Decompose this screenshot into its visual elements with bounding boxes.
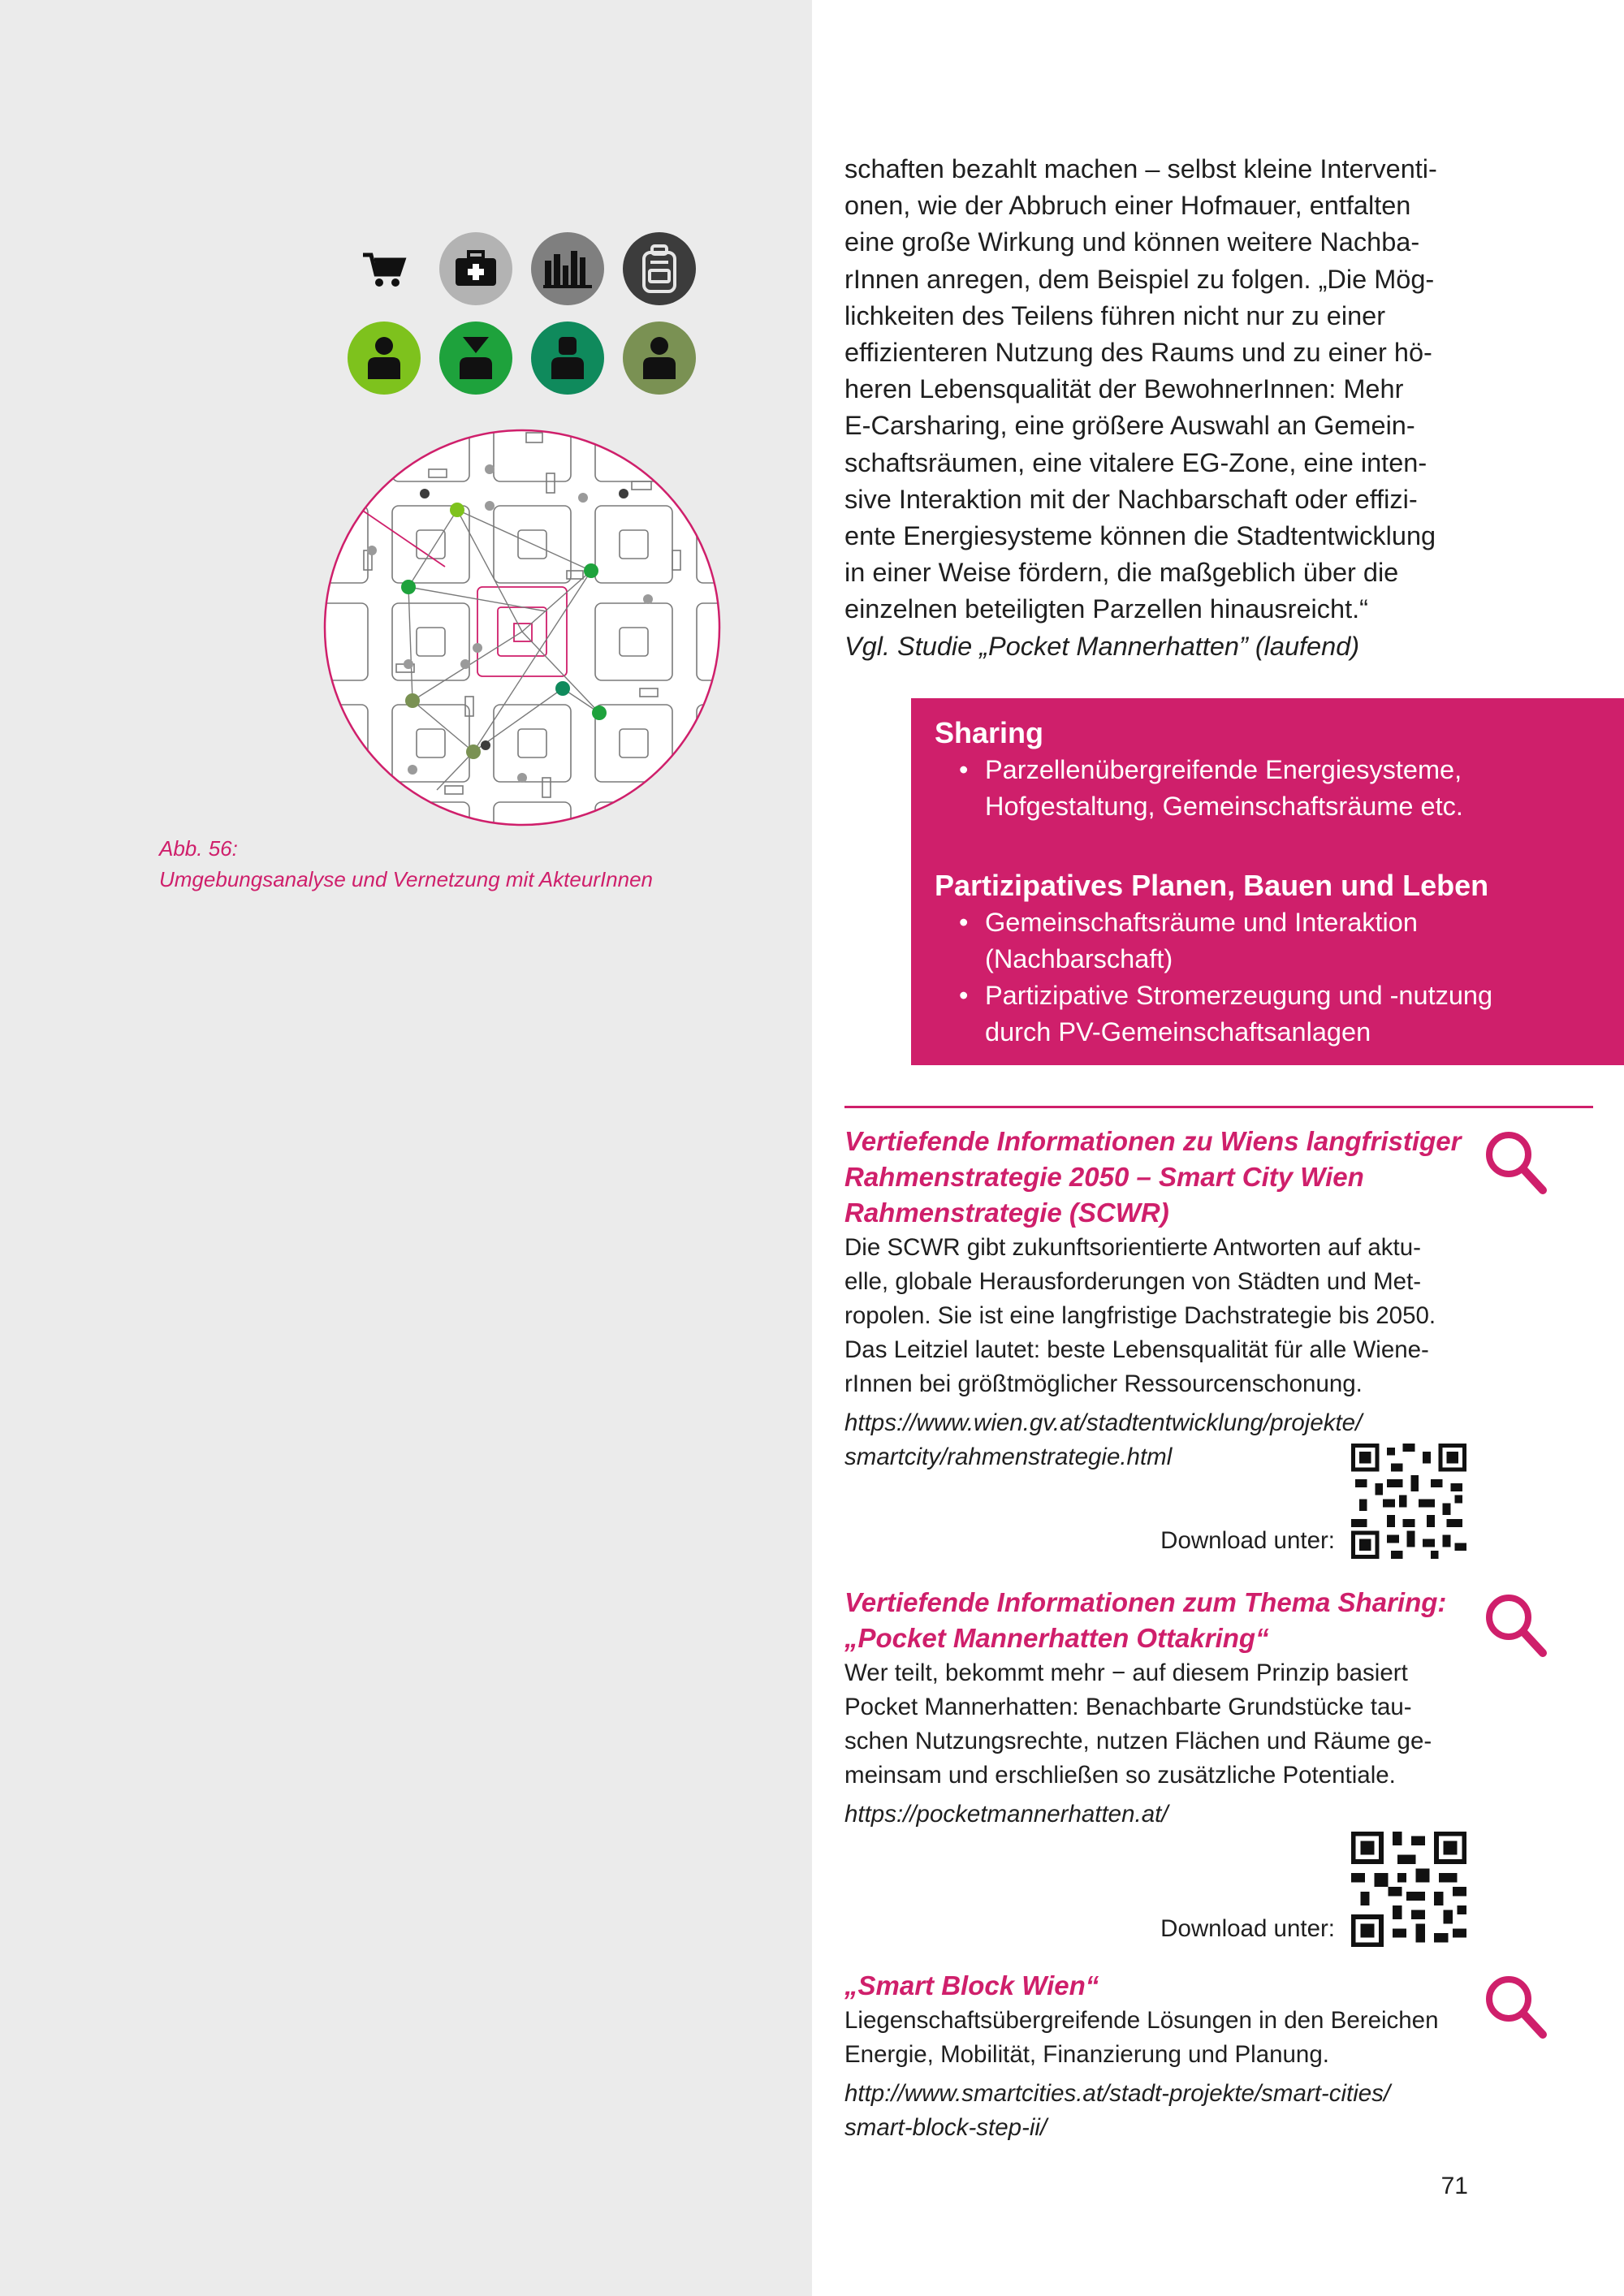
page-number: 71 [1440,2173,1468,2199]
info-text [844,1656,1468,1793]
info-text-line: Das Leitziel lautet: beste Lebensqualität für alle Wiene- [844,1336,1429,1363]
info-text-line: Pocket Mannerhatten: Benachbarte Grundstücke tau- [844,1694,1412,1720]
shopping-cart-icon [348,232,421,305]
paragraph-line: einzelnen beteiligten Parzellen hinausreicht.“ [844,594,1368,624]
info-link[interactable] [844,1798,1468,1832]
paragraph-line: rInnen anregen, dem Beispiel zu folgen. „Die Mög- [844,264,1435,294]
paragraph-line: effizienteren Nutzung des Raums und zu einer hö- [844,338,1432,368]
actor-icons-row [348,322,715,395]
qr-code[interactable] [1351,1832,1466,1947]
paragraph-line: onen, wie der Abbruch einer Hofmauer, entfalten [844,191,1411,221]
info-block-scwr [844,1124,1468,1474]
list-item-line: • Partizipative Stromerzeugung und -nutzung [985,981,1493,1010]
sharing-section [935,714,1609,825]
info-title-line: Rahmenstrategie 2050 – Smart City Wien [844,1162,1364,1192]
info-text-line: schen Nutzungsrechte, nutzen Flächen und Räume ge- [844,1728,1432,1754]
person-icon [531,322,604,395]
info-link[interactable] [844,2077,1468,2145]
info-title [844,1124,1468,1231]
info-title-line: Rahmenstrategie (SCWR) [844,1198,1169,1228]
sharing-heading: Sharing [935,716,1044,749]
sharing-list [935,752,1609,825]
magnifier-icon [1483,1129,1551,1198]
paragraph-line: schaften bezahlt machen – selbst kleine Interventi- [844,154,1437,183]
paragraph-line: lichkeiten des Teilens führen nicht nur zu einer [844,300,1386,330]
caption-text: Umgebungsanalyse und Vernetzung mit AkteurInnen [159,867,654,891]
qr-code[interactable] [1351,1444,1466,1559]
info-link-line[interactable]: https://www.wien.gv.at/stadtentwicklung/projekte/ [844,1409,1363,1436]
participation-heading: Partizipatives Planen, Bauen und Leben [935,869,1489,902]
paragraph-line: eine große Wirkung und können weitere Nachba- [844,227,1420,257]
facility-icons-row [348,232,715,305]
info-text-line: Die SCWR gibt zukunftsorientierte Antworten auf aktu- [844,1234,1421,1261]
paragraph-line: schaftsräumen, eine vitalere EG-Zone, eine inten- [844,447,1427,477]
figure-caption [159,833,653,895]
section-divider [844,1106,1593,1108]
download-label: Download unter: [1160,1527,1335,1554]
download-label: Download unter: [1160,1915,1335,1942]
person-icon [623,322,696,395]
list-item-line: • Gemeinschaftsräume und Interaktion [985,908,1418,937]
info-text-line: Wer teilt, bekommt mehr − auf diesem Prinzip basiert [844,1659,1408,1686]
first-aid-kit-icon [439,232,512,305]
participation-list [935,904,1609,1051]
info-text-line: meinsam und erschließen so zusätzliche Potentiale. [844,1762,1396,1789]
list-item [935,904,1609,978]
list-item-line: durch PV-Gemeinschaftsanlagen [985,1017,1371,1047]
info-block-smart-block [844,1968,1468,2145]
info-title-line: „Smart Block Wien“ [844,1970,1099,2000]
info-link-line[interactable]: smartcity/rahmenstrategie.html [844,1444,1173,1470]
paragraph-line: ente Energiesysteme können die Stadtentwicklung [844,521,1436,551]
info-link-line[interactable]: http://www.smartcities.at/stadt-projekte/smart-cities/ [844,2080,1391,2107]
info-title-line: Vertiefende Informationen zum Thema Sharing: [844,1587,1447,1617]
backpack-icon [623,232,696,305]
body-paragraph [844,151,1466,665]
books-icon [531,232,604,305]
info-text-line: Liegenschaftsübergreifende Lösungen in den Bereichen [844,2007,1439,2034]
person-icon [348,322,421,395]
info-text-line: Energie, Mobilität, Finanzierung und Planung. [844,2041,1329,2068]
info-title-line: Vertiefende Informationen zu Wiens langfristiger [844,1126,1462,1156]
info-title-line: „Pocket Mannerhatten Ottakring“ [844,1623,1269,1653]
participation-section [935,867,1609,1051]
info-link-line[interactable]: https://pocketmannerhatten.at/ [844,1801,1168,1828]
info-title [844,1585,1468,1656]
info-text-line: ropolen. Sie ist eine langfristige Dachstrategie bis 2050. [844,1302,1436,1329]
person-tie-icon [439,322,512,395]
magnifier-icon [1483,1973,1551,2043]
paragraph-line: E-Carsharing, eine größere Auswahl an Gemein- [844,411,1415,441]
list-item-line: Hofgestaltung, Gemeinschaftsräume etc. [985,792,1463,821]
list-item-line: (Nachbarschaft) [985,944,1173,973]
citation: Vgl. Studie „Pocket Mannerhatten” (laufend) [844,631,1360,661]
info-link-line[interactable]: smart-block-step-ii/ [844,2114,1047,2141]
caption-number: Abb. 56: [159,836,238,861]
paragraph-line: sive Interaktion mit der Nachbarschaft oder effizi- [844,484,1418,514]
info-text-line: elle, globale Herausforderungen von Städten und Met- [844,1268,1422,1295]
paragraph-line: heren Lebensqualität der BewohnerInnen: Mehr [844,374,1404,404]
highlight-box [911,698,1624,1065]
list-item [935,752,1609,825]
list-item [935,978,1609,1051]
neighbourhood-network-diagram [323,429,721,826]
info-title [844,1968,1468,2004]
info-block-pocket-mannerhatten [844,1585,1468,1832]
info-text [844,2004,1468,2072]
info-text-line: rInnen bei größtmöglicher Ressourcenschonung. [844,1370,1363,1397]
info-text [844,1231,1468,1401]
paragraph-line: in einer Weise fördern, die maßgeblich über die [844,558,1399,588]
magnifier-icon [1483,1591,1551,1661]
list-item-line: • Parzellenübergreifende Energiesysteme, [985,755,1462,784]
